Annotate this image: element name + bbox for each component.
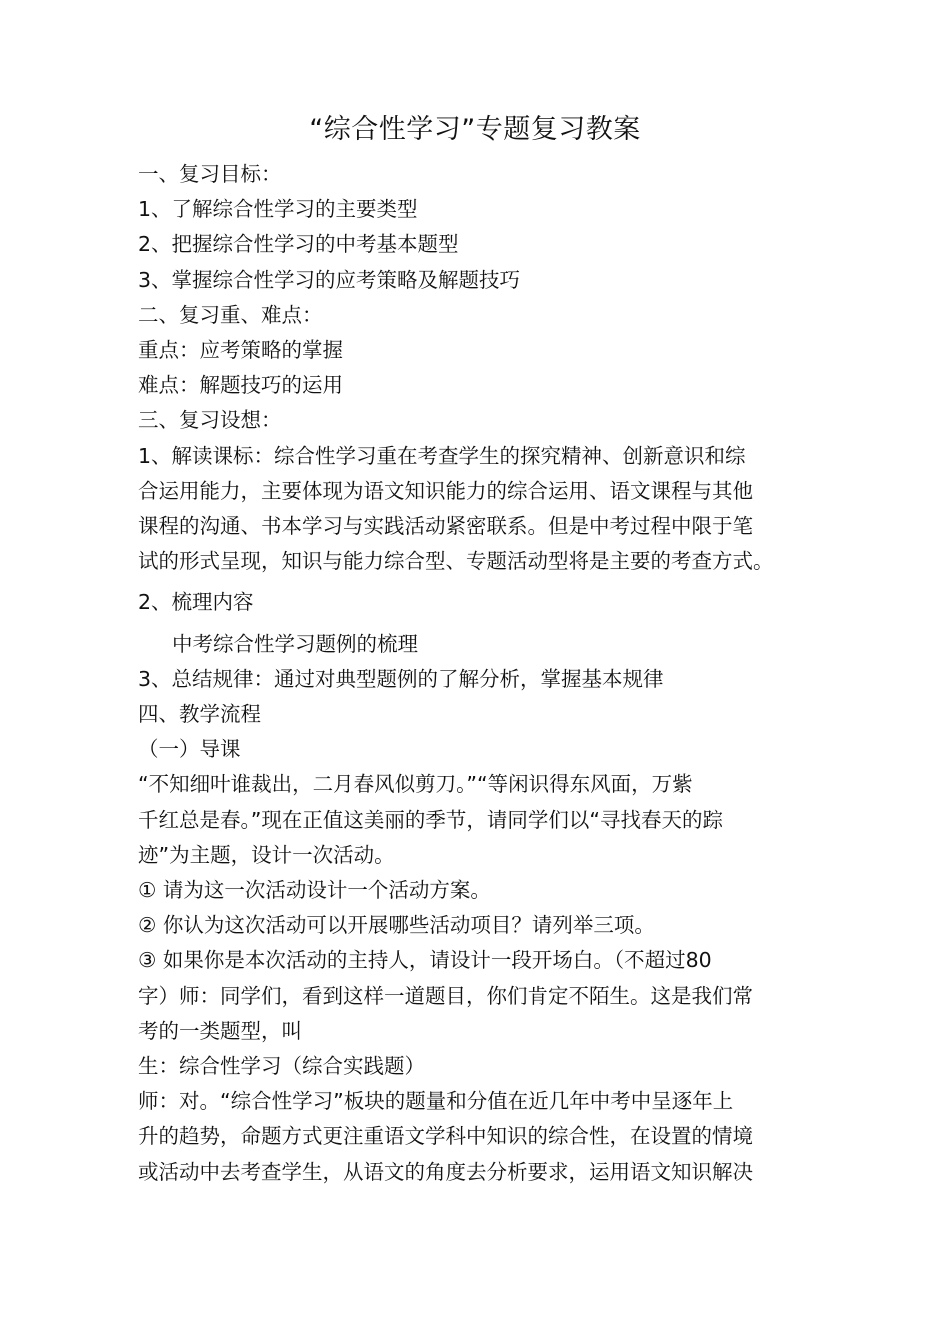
section-heading-review-plan: 三、复习设想：: [138, 408, 282, 433]
paragraph-line: 考的一类题型，叫: [138, 1018, 302, 1043]
key-point-line: 重点：应考策略的掌握: [138, 338, 343, 363]
paragraph-line: 迹”为主题，设计一次活动。: [138, 842, 395, 867]
document-body: [138, 157, 828, 1190]
paragraph-line: 师：对。“综合性学习”板块的题量和分值在近几年中考中呈逐年上: [138, 1089, 734, 1114]
difficult-point-line: 难点：解题技巧的运用: [138, 373, 343, 398]
plan-item-2: 2、梳理内容: [138, 590, 254, 615]
section-heading-key-points: 二、复习重、难点：: [138, 302, 323, 327]
section-heading-teaching-flow: 四、教学流程: [138, 702, 261, 727]
plan-item-2-content: 中考综合性学习题例的梳理: [172, 631, 418, 656]
question-item-1: ① 请为这一次活动设计一个活动方案。: [138, 878, 491, 903]
question-item-3: ③ 如果你是本次活动的主持人，请设计一段开场白。（不超过80: [138, 948, 712, 973]
paragraph-line: 升的趋势，命题方式更注重语文学科中知识的综合性，在设置的情境: [138, 1124, 753, 1149]
document-title: “综合性学习”专题复习教案: [309, 114, 641, 145]
plan-item-3: 3、总结规律：通过对典型题例的了解分析，掌握基本规律: [138, 666, 664, 691]
paragraph-line: “不知细叶谁裁出，二月春风似剪刀。”“等闲识得东风面，万紫: [138, 772, 693, 797]
subsection-heading-intro: （一）导课: [138, 737, 241, 762]
paragraph-line: 1、解读课标：综合性学习重在考查学生的探究精神、创新意识和综: [138, 443, 746, 468]
goal-item-2: 2、把握综合性学习的中考基本题型: [138, 232, 459, 257]
goal-item-1: 1、了解综合性学习的主要类型: [138, 197, 418, 222]
section-heading-review-goals: 一、复习目标：: [138, 162, 282, 186]
goal-item-3: 3、掌握综合性学习的应考策略及解题技巧: [138, 267, 521, 292]
paragraph-line: 合运用能力，主要体现为语文知识能力的综合运用、语文课程与其他: [138, 478, 753, 503]
question-item-2: ② 你认为这次活动可以开展哪些活动项目？请列举三项。: [138, 913, 655, 938]
paragraph-line: 千红总是春。”现在正值这美丽的季节，请同学们以“寻找春天的踪: [138, 807, 723, 832]
paragraph-line: 字）师：同学们，看到这样一道题目，你们肯定不陌生。这是我们常: [138, 983, 753, 1008]
paragraph-line: 试的形式呈现，知识与能力综合型、专题活动型将是主要的考查方式。: [138, 549, 774, 574]
paragraph-line: 课程的沟通、书本学习与实践活动紧密联系。但是中考过程中限于笔: [138, 514, 753, 539]
paragraph-line: 或活动中去考查学生，从语文的角度去分析要求，运用语文知识解决: [138, 1159, 753, 1184]
student-answer-line: 生：综合性学习（综合实践题）: [138, 1054, 425, 1079]
